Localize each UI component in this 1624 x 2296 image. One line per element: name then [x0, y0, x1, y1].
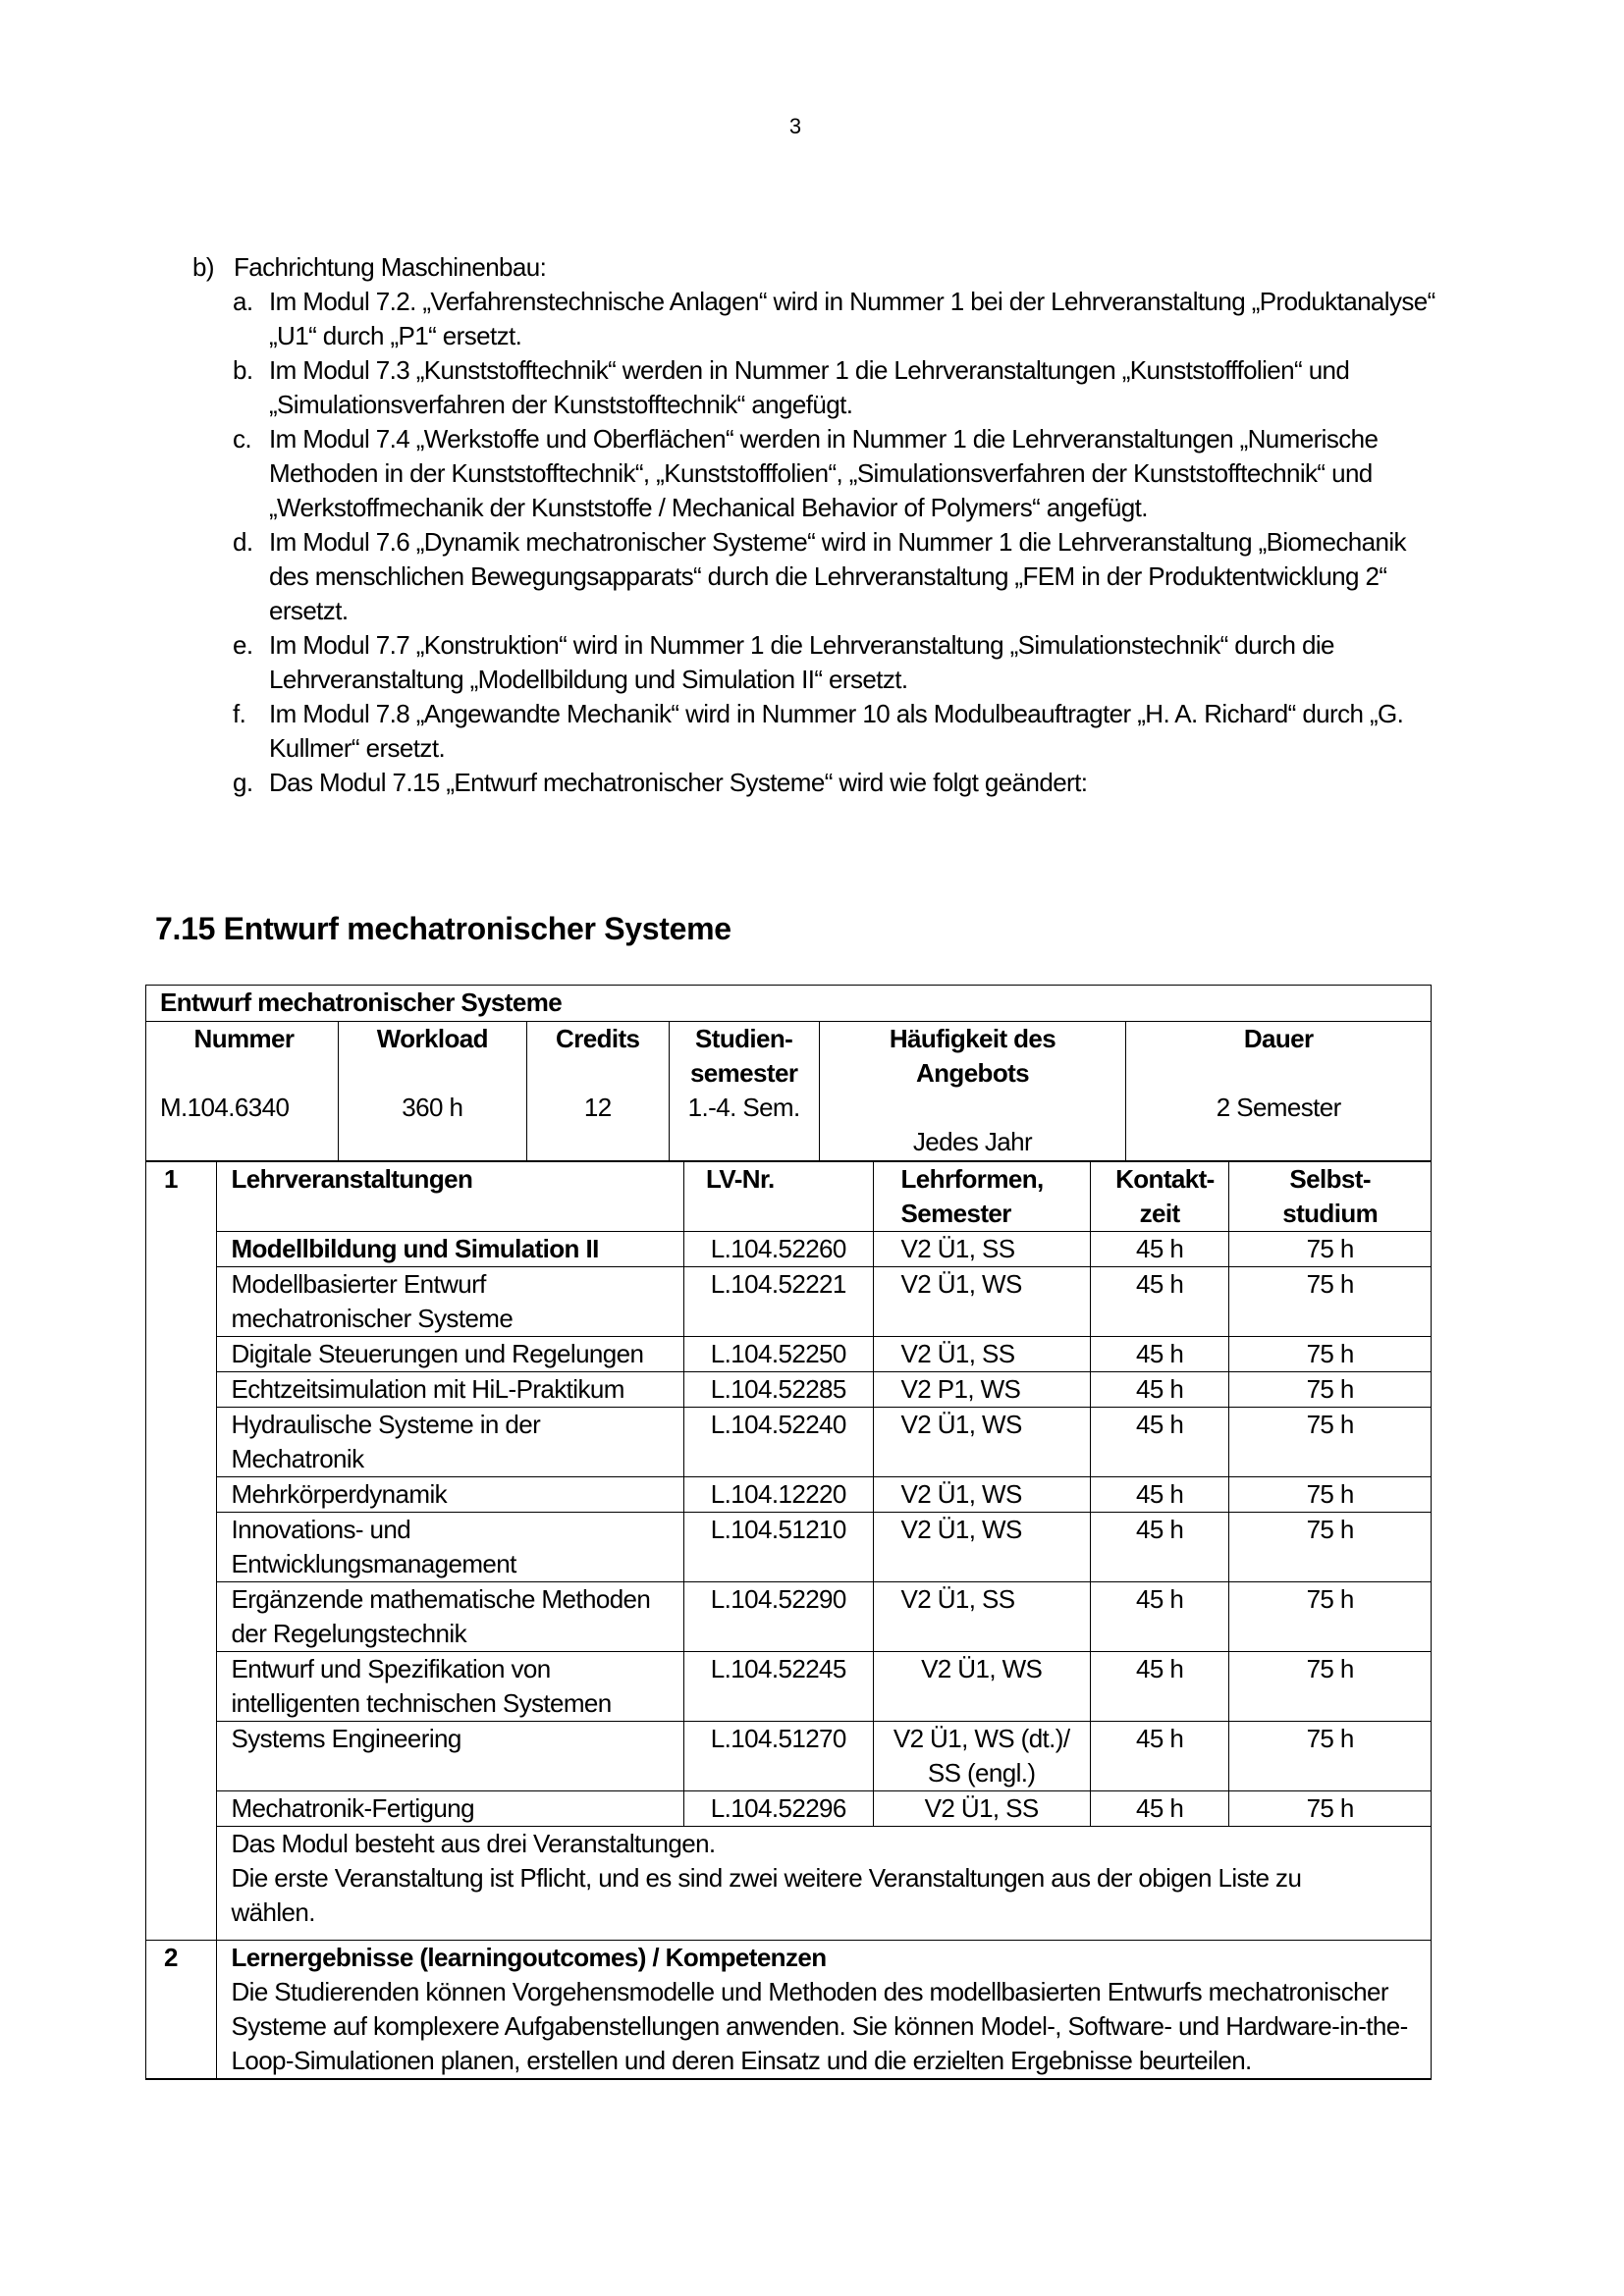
course-kontaktzeit: 45 h	[1090, 1513, 1229, 1582]
list-label: f.	[233, 699, 246, 728]
course-selbststudium: 75 h	[1229, 1408, 1432, 1477]
note-line-1: Das Modul besteht aus drei Veranstaltungen.	[231, 1829, 716, 1858]
table-row	[146, 1652, 1432, 1722]
cell-workload	[338, 1022, 526, 1161]
list-text: Im Modul 7.3 „Kunststofftechnik“ werden in Nummer 1 die Lehrveranstaltungen „Kunststofffolien“ und „Simulationsverfahren der Kunststofftechnik“ angefügt.	[269, 355, 1350, 419]
table-row	[146, 1408, 1432, 1477]
courses-note	[217, 1827, 1432, 1941]
list-label: e.	[233, 630, 253, 660]
course-name: Echtzeitsimulation mit HiL-Praktikum	[217, 1372, 684, 1408]
list-label: c.	[233, 424, 252, 454]
list-text: Das Modul 7.15 „Entwurf mechatronischer Systeme“ wird wie folgt geändert:	[269, 768, 1088, 797]
course-name: Mechatronik-Fertigung	[217, 1791, 684, 1827]
section-number-1: 1	[146, 1162, 217, 1941]
list-text: Im Modul 7.8 „Angewandte Mechanik“ wird in Nummer 10 als Modulbeauftragter „H. A. Richard“ durch „G. Kullmer“ ersetzt.	[269, 699, 1404, 763]
amendments-heading	[192, 250, 1449, 285]
course-lv-nr: L.104.52250	[684, 1337, 873, 1372]
list-text: Im Modul 7.2. „Verfahrenstechnische Anlagen“ wird in Nummer 1 bei der Lehrveranstaltung „Produktanalyse“ „U1“ durch „P1“ ersetzt.	[269, 287, 1435, 350]
course-lehrformen: V2 Ü1, SS	[873, 1337, 1090, 1372]
list-label: d.	[233, 527, 253, 557]
table-row	[146, 1513, 1432, 1582]
course-selbststudium: 75 h	[1229, 1791, 1432, 1827]
course-lehrformen: V2 Ü1, WS (dt.)/ SS (engl.)	[873, 1722, 1090, 1791]
course-selbststudium: 75 h	[1229, 1337, 1432, 1372]
header-lehrformen: Lehrformen, Semester	[873, 1162, 1090, 1232]
section-number-2: 2	[146, 1941, 217, 2080]
course-lehrformen: V2 Ü1, SS	[873, 1791, 1090, 1827]
table-row	[146, 1337, 1432, 1372]
course-lv-nr: L.104.52285	[684, 1372, 873, 1408]
course-name: Mehrkörperdynamik	[217, 1477, 684, 1513]
courses-table	[145, 1161, 1432, 2080]
course-lv-nr: L.104.52240	[684, 1408, 873, 1477]
list-item	[233, 525, 1449, 628]
section-title: 7.15 Entwurf mechatronischer Systeme	[155, 911, 731, 946]
header-workload: Workload	[376, 1024, 488, 1053]
course-lv-nr: L.104.51210	[684, 1513, 873, 1582]
outcomes-title: Lernergebnisse (learningoutcomes) / Kompetenzen	[231, 1943, 827, 1972]
course-lv-nr: L.104.52296	[684, 1791, 873, 1827]
course-lv-nr: L.104.51270	[684, 1722, 873, 1791]
header-selbststudium	[1229, 1162, 1432, 1232]
header-credits: Credits	[556, 1024, 640, 1053]
module-overview-table	[145, 985, 1432, 1161]
list-item	[233, 628, 1449, 697]
table-row	[146, 1582, 1432, 1652]
table-row	[146, 1232, 1432, 1267]
amendments-list	[192, 250, 1449, 800]
course-kontaktzeit: 45 h	[1090, 1408, 1229, 1477]
course-selbststudium: 75 h	[1229, 1582, 1432, 1652]
module-title: Entwurf mechatronischer Systeme	[146, 986, 1432, 1022]
value-credits: 12	[583, 1093, 612, 1122]
cell-nummer	[146, 1022, 339, 1161]
course-lehrformen: V2 Ü1, WS	[873, 1408, 1090, 1477]
course-name: Hydraulische Systeme in der Mechatronik	[217, 1408, 684, 1477]
note-line-2: Die erste Veranstaltung ist Pflicht, und es sind zwei weitere Veranstaltungen aus der obigen Liste zu wählen.	[231, 1863, 1302, 1927]
header-lv-nr: LV-Nr.	[684, 1162, 873, 1232]
header-kontaktzeit-text: Kontakt-zeit	[1115, 1164, 1215, 1228]
table-row	[146, 1477, 1432, 1513]
list-item	[233, 353, 1449, 422]
course-kontaktzeit: 45 h	[1090, 1791, 1229, 1827]
course-lehrformen: V2 P1, WS	[873, 1372, 1090, 1408]
header-lehrveranstaltungen: Lehrveranstaltungen	[217, 1162, 684, 1232]
course-kontaktzeit: 45 h	[1090, 1477, 1229, 1513]
table-row	[146, 1372, 1432, 1408]
list-label: g.	[233, 768, 253, 797]
course-selbststudium: 75 h	[1229, 1267, 1432, 1337]
course-name: Systems Engineering	[217, 1722, 684, 1791]
course-lv-nr: L.104.52245	[684, 1652, 873, 1722]
course-lehrformen: V2 Ü1, WS	[873, 1267, 1090, 1337]
course-selbststudium: 75 h	[1229, 1232, 1432, 1267]
header-studiensemester: Studien-semester	[689, 1024, 798, 1088]
list-label: a.	[233, 287, 253, 316]
course-lv-nr: L.104.12220	[684, 1477, 873, 1513]
list-label: b)	[192, 252, 214, 282]
table-row	[146, 1791, 1432, 1827]
list-text: Im Modul 7.4 „Werkstoffe und Oberflächen“ werden in Nummer 1 die Lehrveranstaltungen „Numerische Methoden in der Kunststofftechnik“, „Kunststofffolien“, „Simulationsverfahren der Kunststofftechnik“ und „Werkstoffmechanik der Kunststoffe / Mechanical Behavior of Polymers“ angefügt.	[269, 424, 1379, 522]
course-kontaktzeit: 45 h	[1090, 1232, 1229, 1267]
course-lv-nr: L.104.52221	[684, 1267, 873, 1337]
cell-haeufigkeit	[819, 1022, 1126, 1161]
course-selbststudium: 75 h	[1229, 1513, 1432, 1582]
course-name: Modellbasierter Entwurf mechatronischer Systeme	[217, 1267, 684, 1337]
course-selbststudium: 75 h	[1229, 1372, 1432, 1408]
course-lehrformen: V2 Ü1, WS	[873, 1652, 1090, 1722]
course-name: Innovations- und Entwicklungsmanagement	[217, 1513, 684, 1582]
list-item	[233, 766, 1449, 800]
list-label: b.	[233, 355, 253, 385]
outcomes-cell	[217, 1941, 1432, 2080]
list-item	[233, 422, 1449, 525]
value-nummer: M.104.6340	[160, 1093, 290, 1122]
course-lehrformen: V2 Ü1, WS	[873, 1513, 1090, 1582]
cell-studiensemester	[669, 1022, 819, 1161]
course-name: Digitale Steuerungen und Regelungen	[217, 1337, 684, 1372]
value-dauer: 2 Semester	[1216, 1093, 1341, 1122]
outcomes-row	[146, 1941, 1432, 2080]
header-kontaktzeit	[1090, 1162, 1229, 1232]
courses-note-row	[146, 1827, 1432, 1941]
course-lehrformen: V2 Ü1, WS	[873, 1477, 1090, 1513]
page-number: 3	[788, 114, 802, 138]
courses-header-row	[146, 1162, 1432, 1232]
course-selbststudium: 75 h	[1229, 1477, 1432, 1513]
table-row	[146, 1722, 1432, 1791]
course-kontaktzeit: 45 h	[1090, 1722, 1229, 1791]
header-nummer: Nummer	[193, 1024, 295, 1053]
value-workload: 360 h	[402, 1093, 463, 1122]
course-lv-nr: L.104.52290	[684, 1582, 873, 1652]
table-row	[146, 1267, 1432, 1337]
cell-dauer	[1126, 1022, 1432, 1161]
course-kontaktzeit: 45 h	[1090, 1267, 1229, 1337]
list-item	[233, 697, 1449, 766]
cell-credits	[526, 1022, 669, 1161]
list-item	[233, 285, 1449, 353]
list-text: Im Modul 7.6 „Dynamik mechatronischer Systeme“ wird in Nummer 1 die Lehrveranstaltung „Biomechanik des menschlichen Bewegungsapparats“ durch die Lehrveranstaltung „FEM in der Produktentwicklung 2“ ersetzt.	[269, 527, 1406, 625]
course-kontaktzeit: 45 h	[1090, 1337, 1229, 1372]
course-name: Ergänzende mathematische Methoden der Regelungstechnik	[217, 1582, 684, 1652]
header-dauer: Dauer	[1243, 1024, 1314, 1053]
course-lehrformen: V2 Ü1, SS	[873, 1582, 1090, 1652]
course-kontaktzeit: 45 h	[1090, 1582, 1229, 1652]
course-lv-nr: L.104.52260	[684, 1232, 873, 1267]
course-name: Modellbildung und Simulation II	[217, 1232, 684, 1267]
course-lehrformen: V2 Ü1, SS	[873, 1232, 1090, 1267]
list-text: Im Modul 7.7 „Konstruktion“ wird in Nummer 1 die Lehrveranstaltung „Simulationstechnik“ durch die Lehrveranstaltung „Modellbildung und Simulation II“ ersetzt.	[269, 630, 1334, 694]
value-haeufigkeit: Jedes Jahr	[912, 1127, 1033, 1156]
heading-text: Fachrichtung Maschinenbau:	[234, 252, 547, 282]
outcomes-text: Die Studierenden können Vorgehensmodelle und Methoden des modellbasierten Entwurfs mechatronischer Systeme auf komplexere Aufgabenstellungen anwenden. Sie können Model-, Software- und Hardware-in-the-Loop-Simulationen planen, erstellen und deren Einsatz und die erzielten Ergebnisse beurteilen.	[231, 1977, 1408, 2075]
header-selbststudium-text: Selbst-studium	[1282, 1164, 1379, 1228]
course-selbststudium: 75 h	[1229, 1652, 1432, 1722]
course-name: Entwurf und Spezifikation von intelligenten technischen Systemen	[217, 1652, 684, 1722]
header-haeufigkeit: Häufigkeit des Angebots	[889, 1024, 1056, 1088]
course-kontaktzeit: 45 h	[1090, 1372, 1229, 1408]
course-kontaktzeit: 45 h	[1090, 1652, 1229, 1722]
value-studiensemester: 1.-4. Sem.	[687, 1093, 800, 1122]
course-selbststudium: 75 h	[1229, 1722, 1432, 1791]
